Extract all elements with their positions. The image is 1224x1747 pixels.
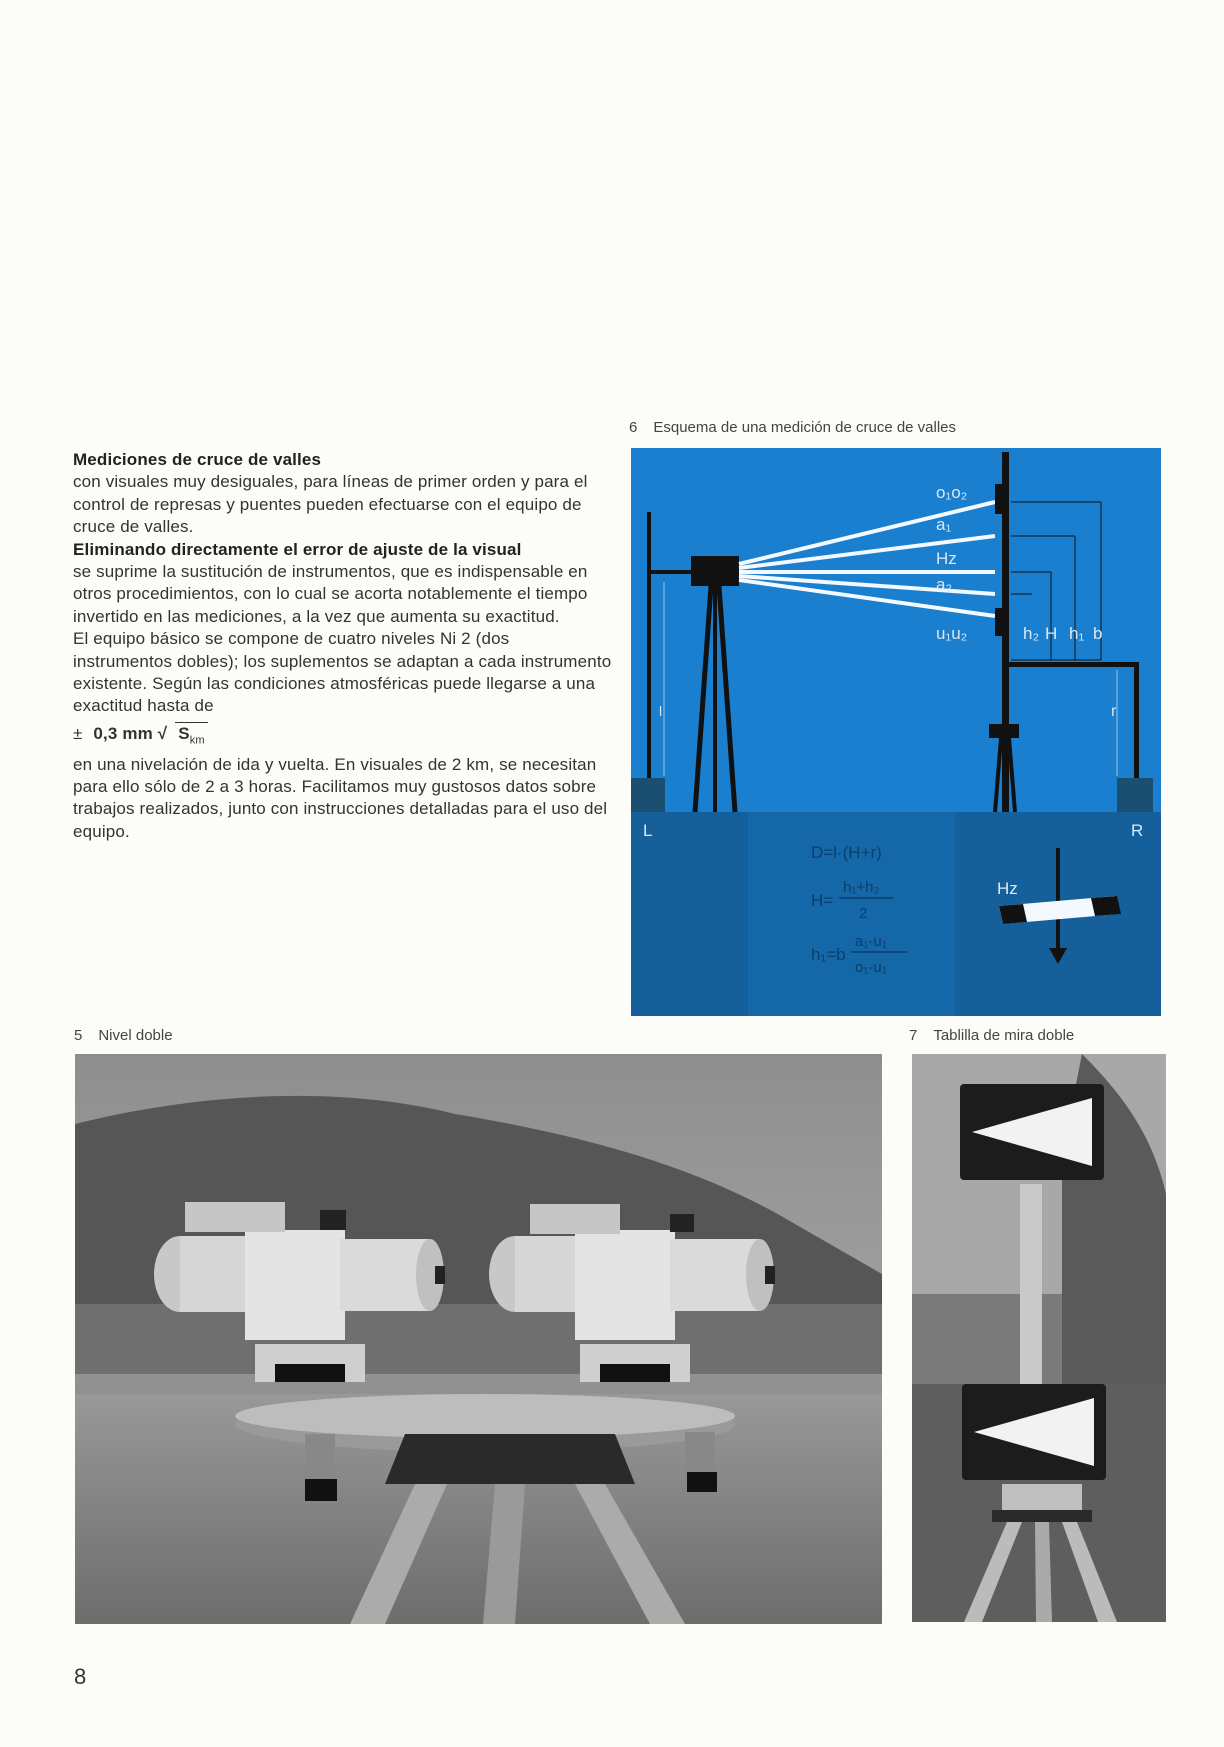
figure-5-number: 5 bbox=[74, 1027, 83, 1044]
page-number: 8 bbox=[74, 1664, 87, 1689]
figure-7-caption-text: Tablilla de mira doble bbox=[933, 1027, 1075, 1044]
formula-h1-numerator: a₁-u₁ bbox=[855, 933, 887, 950]
formula-h-denominator: 2 bbox=[859, 905, 868, 922]
target-right-wedge bbox=[1091, 896, 1121, 916]
diagram-svg bbox=[631, 448, 1161, 1016]
figure-5-caption-text: Nivel doble bbox=[98, 1027, 173, 1044]
right-instrument bbox=[989, 724, 1019, 738]
label-l: l bbox=[659, 703, 663, 719]
target-left-wedge bbox=[999, 904, 1027, 924]
square-root-symbol: √ bbox=[157, 723, 168, 743]
formula-h-numerator: h₁+h₂ bbox=[843, 879, 880, 896]
right-benchmark bbox=[1117, 778, 1153, 812]
figure-6-number: 6 bbox=[629, 419, 638, 436]
figure-6-caption-text: Esquema de una medición de cruce de valles bbox=[653, 419, 957, 436]
article-subheading: Eliminando directamente el error de ajuste de la visual bbox=[73, 539, 522, 559]
article-paragraph-2: se suprime la sustitución de instrumentos, que es indispensable en otros procedimientos, con lo cual se acorta notablemente el tiempo invertido en las mediciones, a la vez que aumenta su exactitud. bbox=[73, 562, 588, 626]
target-plate-lower bbox=[995, 608, 1007, 636]
figure-6-caption bbox=[629, 419, 956, 436]
article-paragraph-1: con visuales muy desiguales, para líneas de primer orden y para el control de represas y puentes pueden efectuarse con el equipo de cruce de valles. bbox=[73, 472, 588, 537]
label-H: H bbox=[1045, 624, 1058, 643]
accuracy-value: 0,3 mm bbox=[93, 723, 153, 743]
root-subscript: km bbox=[189, 734, 205, 747]
double-staff-target-photo bbox=[912, 1054, 1166, 1622]
label-L: L bbox=[643, 821, 653, 840]
article-heading: Mediciones de cruce de valles bbox=[73, 450, 322, 469]
label-h1: h₁ bbox=[1069, 624, 1085, 643]
hz-target-label: Hz bbox=[997, 879, 1018, 898]
tripod-head bbox=[385, 1434, 635, 1484]
label-a1: a₁ bbox=[936, 515, 952, 534]
root-variable: S bbox=[178, 723, 190, 743]
label-hz: Hz bbox=[936, 549, 957, 568]
formula-d: D=l·(H+r) bbox=[811, 843, 882, 862]
label-u1u2: u₁u₂ bbox=[936, 624, 968, 643]
left-staff bbox=[647, 512, 651, 778]
level-instrument bbox=[691, 556, 739, 586]
label-a2: a₂ bbox=[936, 575, 953, 594]
article-body bbox=[73, 449, 613, 843]
label-r: r bbox=[1111, 703, 1117, 720]
label-h2: h₂ bbox=[1023, 624, 1040, 643]
label-R: R bbox=[1131, 821, 1144, 840]
figure-5-caption bbox=[74, 1027, 173, 1044]
formula-h-lhs: H= bbox=[811, 891, 834, 910]
article-paragraph-3: El equipo básico se compone de cuatro niveles Ni 2 (dos instrumentos dobles); los suplementos se adaptan a cada instrumento existente. Según las condiciones atmosféricas puede llegarse a una exactitud hasta de bbox=[73, 629, 612, 716]
label-o1o2: o₁o₂ bbox=[936, 483, 968, 502]
figure-7-number: 7 bbox=[909, 1027, 918, 1044]
plus-minus-sign: ± bbox=[73, 723, 83, 743]
target-plate-upper bbox=[995, 484, 1007, 514]
article-paragraph-4: en una nivelación de ida y vuelta. En visuales de 2 km, se necesitan para ello sólo de 2 a 3 horas. Facilitamos muy gustosos datos sobre trabajos realizados, junto con instrucciones detalladas para el uso del equipo. bbox=[73, 754, 608, 841]
figure-7-caption bbox=[909, 1027, 1074, 1044]
right-height-bar bbox=[1009, 662, 1139, 667]
formula-h1-lhs: h₁=b bbox=[811, 945, 846, 964]
target-vertical-axis bbox=[1056, 848, 1060, 948]
far-shore-haze bbox=[75, 1304, 882, 1394]
accuracy-formula bbox=[73, 722, 613, 752]
valley-crossing-diagram bbox=[631, 448, 1161, 1016]
label-b: b bbox=[1093, 624, 1103, 643]
root-term bbox=[175, 722, 207, 752]
formula-h1-denominator: o₁-u₁ bbox=[855, 959, 887, 976]
left-benchmark bbox=[631, 778, 665, 812]
right-bar-drop bbox=[1134, 662, 1139, 778]
double-level-photo bbox=[75, 1054, 882, 1624]
